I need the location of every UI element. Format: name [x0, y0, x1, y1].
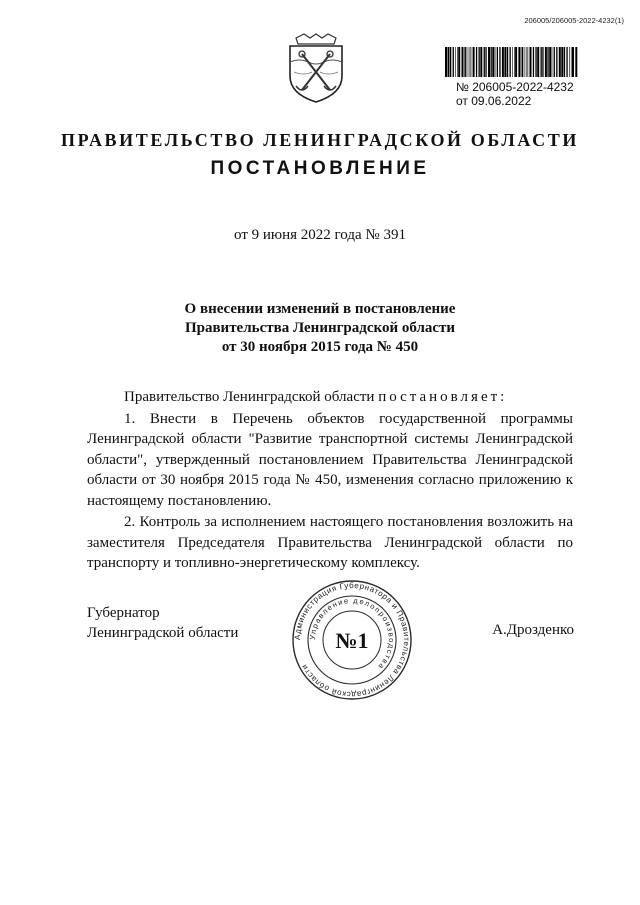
- barcode-bar: [465, 47, 466, 77]
- barcode-bar: [518, 47, 520, 77]
- subject-line: Правительства Ленинградской области: [184, 320, 456, 336]
- barcode-bar: [542, 47, 543, 77]
- barcode-bar: [462, 47, 464, 77]
- barcode-bar: [457, 47, 458, 77]
- signer-position: [87, 603, 238, 643]
- barcode-bar: [480, 47, 482, 77]
- barcode-bar: [470, 47, 471, 77]
- barcode-bar: [468, 47, 469, 77]
- barcode-bar: [499, 47, 500, 77]
- signer-position-line: Губернатор: [87, 605, 160, 621]
- barcode-bar: [541, 47, 542, 77]
- barcode-bar: [515, 47, 517, 77]
- intro-paragraph: [87, 387, 573, 408]
- barcode-bar: [512, 47, 513, 77]
- barcode-bar: [510, 47, 511, 77]
- seal-center-number: №1: [335, 628, 369, 653]
- barcode-bar: [533, 47, 534, 77]
- barcode-bar: [527, 47, 528, 77]
- barcode-bar: [535, 47, 536, 77]
- barcode-bar: [453, 47, 454, 77]
- barcode-bar: [476, 47, 477, 77]
- barcode-bar: [479, 47, 480, 77]
- barcode-bar: [549, 47, 551, 77]
- barcode-bar: [458, 47, 460, 77]
- barcode-bar: [556, 47, 557, 77]
- barcode-bar: [491, 47, 492, 77]
- signer-name: А.Дрозденко: [492, 622, 574, 638]
- barcode-bar: [561, 47, 563, 77]
- subject-line: от 30 ноября 2015 года № 450: [221, 339, 419, 355]
- barcode-bar: [571, 47, 572, 77]
- document-subject: [130, 300, 510, 357]
- barcode-bar: [473, 47, 475, 77]
- barcode-bar: [566, 47, 567, 77]
- subject-line: О внесении изменений в постановление: [184, 301, 456, 317]
- barcode-bar: [569, 47, 570, 77]
- barcode-bar: [495, 47, 496, 77]
- barcode-bar: [572, 47, 574, 77]
- document-date-number: от 9 июня 2022 года № 391: [234, 227, 406, 243]
- barcode-bar: [554, 47, 555, 77]
- barcode-bar: [507, 47, 508, 77]
- barcode-bar: [545, 47, 547, 77]
- barcode-bar: [484, 47, 485, 77]
- body-paragraph-1: 1. Внести в Перечень объектов государственной программы Ленинградской области "Развитие транспортной системы Ленинградской области", утвержденный постановлением Правительства Ленинградской области от 30 ноября 2015 года № 450, изменения согласно приложению к настоящему постановлению.: [87, 410, 573, 509]
- barcode-bar: [504, 47, 506, 77]
- barcode-bar: [530, 47, 532, 77]
- barcode-bar: [497, 47, 498, 77]
- barcode-bar: [448, 47, 450, 77]
- barcode-bar: [502, 47, 504, 77]
- barcode-bar: [488, 47, 490, 77]
- barcode-bar: [537, 47, 539, 77]
- barcode-bar: [450, 47, 451, 77]
- body-paragraph-2: 2. Контроль за исполнением настоящего постановления возложить на заместителя Председателя Правительства Ленинградской области по транспорту и топливно-энергетическому комплексу.: [87, 514, 573, 571]
- seal-outer-text: Администрация Губернатора и Правительства Ленинградской области: [292, 580, 412, 700]
- barcode-bar: [547, 47, 548, 77]
- intro-text: Правительство Ленинградской области: [124, 389, 375, 405]
- registration-number: № 206005-2022-4232: [456, 80, 574, 94]
- barcode-bar: [471, 47, 472, 77]
- document-body: [87, 387, 573, 575]
- barcode-bar: [492, 47, 494, 77]
- barcode-bar: [464, 47, 465, 77]
- barcode-bar: [445, 47, 447, 77]
- seal-inner-text: Управление делопроизводства: [307, 595, 397, 672]
- document-reference-code: 206005/206005-2022-4232(1): [524, 16, 624, 25]
- document-type-heading: ПОСТАНОВЛЕНИЕ: [210, 158, 430, 179]
- barcode-bar: [485, 47, 486, 77]
- barcode-bar: [564, 47, 565, 77]
- barcode-bar: [528, 47, 529, 77]
- barcode-bar: [559, 47, 561, 77]
- barcode-bar: [514, 47, 515, 77]
- intro-verb: постановляет:: [378, 389, 508, 405]
- barcode-bar: [552, 47, 553, 77]
- barcode-bar: [525, 47, 526, 77]
- government-title: ПРАВИТЕЛЬСТВО ЛЕНИНГРАДСКОЙ ОБЛАСТИ: [61, 130, 579, 150]
- coat-of-arms-emblem: [284, 32, 348, 104]
- barcode-bar: [455, 47, 456, 77]
- registration-date: от 09.06.2022: [456, 94, 532, 108]
- official-seal-stamp: [291, 579, 413, 701]
- barcode-icon: [445, 47, 578, 77]
- signer-position-line: Ленинградской области: [87, 625, 239, 641]
- barcode-bar: [522, 47, 523, 77]
- barcode-bar: [575, 47, 577, 77]
- barcode-bar: [521, 47, 522, 77]
